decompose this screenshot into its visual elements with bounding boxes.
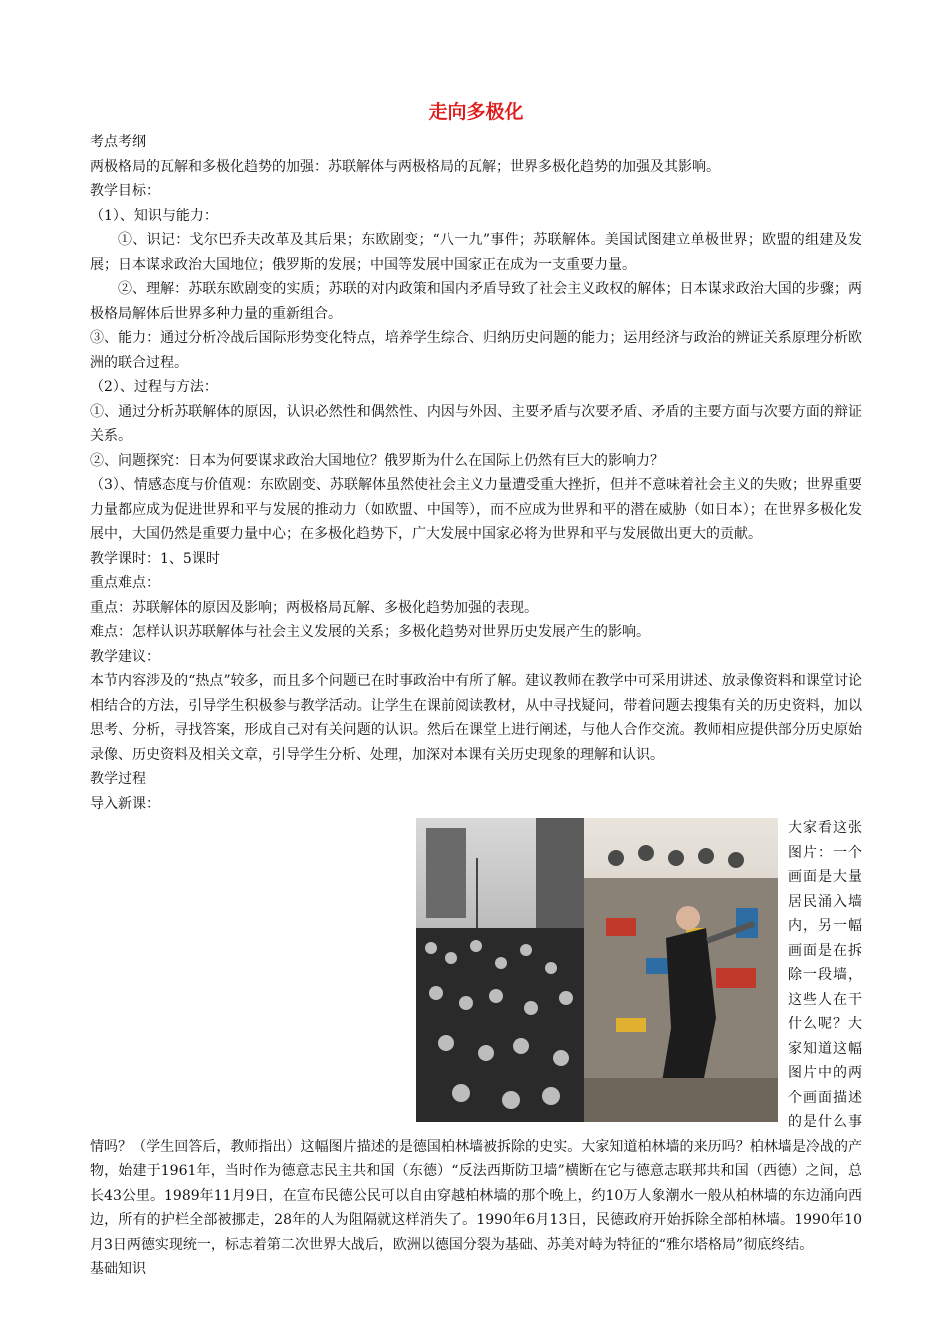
key-heading: 重点难点： — [90, 575, 160, 591]
intro-block — [90, 816, 862, 1257]
goal2-a: ①、通过分析苏联解体的原因，认识必然性和偶然性、内因与外因、主要矛盾与次要矛盾、矛盾的主要方面与次要方面的辩证关系。 — [90, 403, 862, 444]
basics-heading: 基础知识 — [90, 1261, 146, 1277]
intro-text: 大家看这张图片：一个画面是大量居民涌入墙内，另一幅画面是在拆除一段墙，这些人在干什么呢？大家知道这幅图片中的两个画面描述的是什么事情吗？（学生回答后，教师指出）这幅图片描述的是德国柏林墙被拆除的史实。大家知道柏林墙的来历吗？柏林墙是冷战的产物，始建于1961年，当时作为德意志民主共和国（东德）“反法西斯防卫墙”横断在它与德意志联邦共和国（西德）之间，总长43公里。1989年11月9日，在宣布民德公民可以自由穿越柏林墙的那个晚上，约10万人象潮水一般从柏林墙的东边涌向西边，所有的护栏全部被挪走，28年的人为阻隔就这样消失了。1990年6月13日，民德政府开始拆除全部柏林墙。1990年10月3日两德实现统一，标志着第二次世界大战后，欧洲以德国分裂为基础、苏美对峙为特征的“雅尔塔格局”彻底终结。 — [90, 820, 862, 1253]
goal2-b: ②、问题探究：日本为何要谋求政治大国地位？俄罗斯为什么在国际上仍然有巨大的影响力？ — [90, 452, 664, 469]
goal1-heading: （1）、知识与能力： — [90, 207, 218, 224]
goals-heading: 教学目标： — [90, 183, 160, 199]
goal1-a: ①、识记：戈尔巴乔夫改革及其后果；东欧剧变；“八一九”事件；苏联解体。美国试图建立单极世界；欧盟的组建及发展；日本谋求政治大国地位；俄罗斯的发展；中国等发展中国家正在成为一支重要力量。 — [90, 232, 862, 273]
document-page — [90, 100, 862, 1282]
kaodian-heading: 考点考纲 — [90, 134, 146, 150]
advice-text: 本节内容涉及的“热点”较多，而且多个问题已在时事政治中有所了解。建议教师在教学中可采用讲述、放录像资料和课堂讨论相结合的方法，引导学生积极参与教学活动。让学生在课前阅读教材，从中寻找疑问，带着问题去搜集有关的历史资料，加以思考、分析，寻找答案，形成自己对有关问题的认识。然后在课堂上进行阐述，与他人合作交流。教师相应提供部分历史原始录像、历史资料及相关文章，引导学生分析、处理，加深对本课有关历史现象的理解和认识。 — [90, 673, 862, 763]
berlin-wall-photo — [416, 818, 778, 1122]
difficult-point: 难点：怎样认识苏联解体与社会主义发展的关系；多极化趋势对世界历史发展产生的影响。 — [90, 624, 650, 640]
advice-heading: 教学建议： — [90, 648, 160, 665]
goal1-c: ③、能力：通过分析冷战后国际形势变化特点，培养学生综合、归纳历史问题的能力；运用经济与政治的辨证关系原理分析欧洲的联合过程。 — [90, 330, 862, 371]
kaodian-text: 两极格局的瓦解和多极化趋势的加强：苏联解体与两极格局的瓦解；世界多极化趋势的加强及其影响。 — [90, 158, 720, 175]
process-heading: 教学过程 — [90, 771, 146, 787]
berlin-wall-photo-icon — [416, 818, 778, 1122]
goal1-b: ②、理解：苏联东欧剧变的实质；苏联的对内政策和国内矛盾导致了社会主义政权的解体；日本谋求政治大国的步骤；两极格局解体后世界多种力量的重新组合。 — [90, 281, 862, 322]
page-title: 走向多极化 — [428, 101, 524, 123]
intro-heading: 导入新课： — [90, 795, 160, 812]
goal2-heading: （2）、过程与方法： — [90, 379, 218, 395]
goal3: （3）、情感态度与价值观：东欧剧变、苏联解体虽然使社会主义力量遭受重大挫折，但并不意味着社会主义的失败；世界重要力量都应成为促进世界和平与发展的推动力（如欧盟、中国等），而不应成为世界和平的潜在威胁（如日本）；在世界多极化发展中，大国仍然是重要力量中心；在多极化趋势下，广大发展中国家必将为世界和平与发展做出更大的贡献。 — [90, 477, 862, 542]
key-point: 重点：苏联解体的原因及影响；两极格局瓦解、多极化趋势加强的表现。 — [90, 599, 538, 616]
teaching-hours: 教学课时：1、5课时 — [90, 550, 220, 567]
